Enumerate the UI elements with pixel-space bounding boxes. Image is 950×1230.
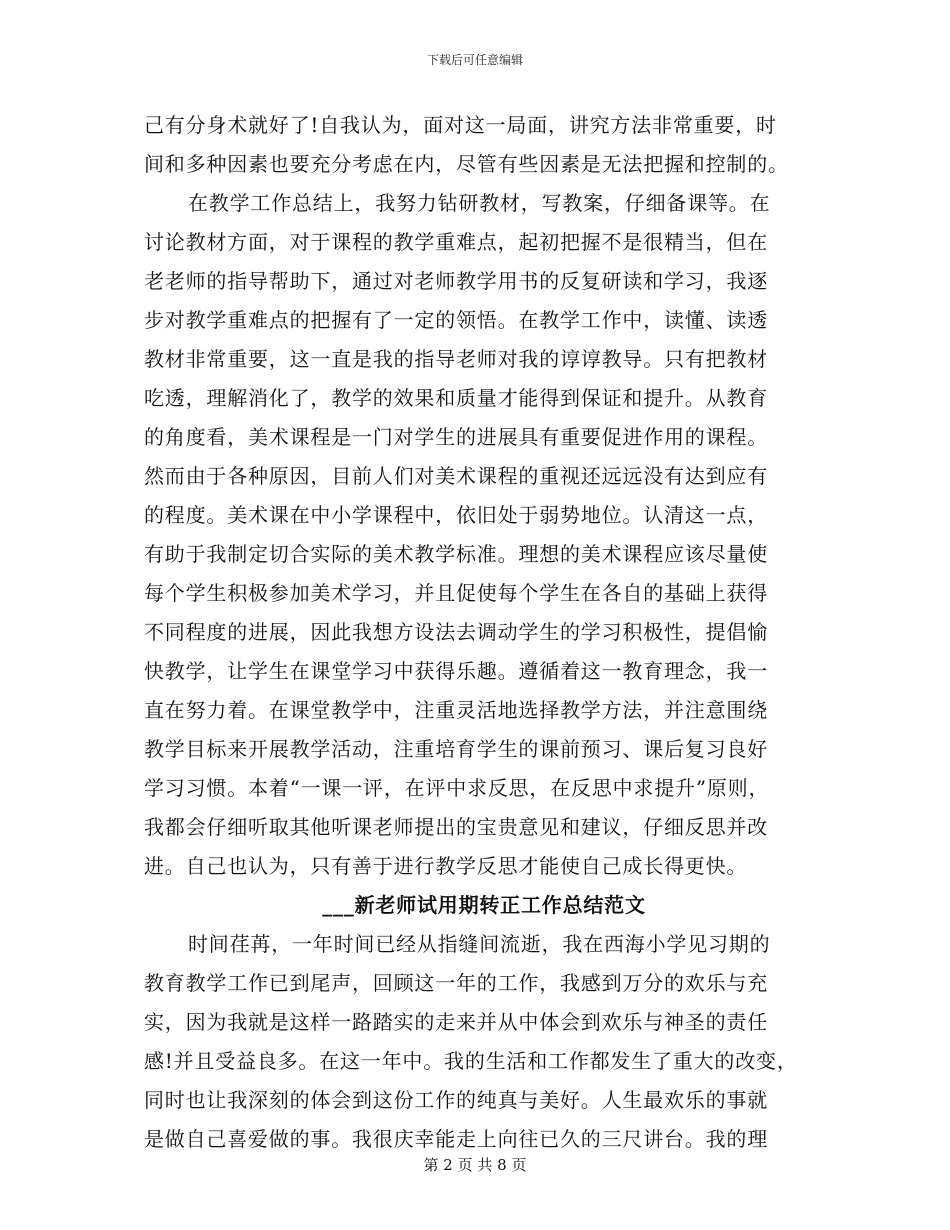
text-line: 不同程度的进展，因此我想方设法去调动学生的学习积极性，提倡愉 [144, 620, 768, 644]
text-line: 教育教学工作已到尾声，回顾这一年的工作，我感到万分的欢乐与充 [144, 971, 768, 995]
text-line: 是做自己喜爱做的事。我很庆幸能走上向往已久的三尺讲台。我的理 [144, 1127, 768, 1151]
text-line: 直在努力着。在课堂教学中，注重灵活地选择教学方法，并注意围绕 [144, 698, 768, 722]
page-number: 第 2 页 共 8 页 [423, 1156, 527, 1174]
text-line: 时间荏苒，一年时间已经从指缝间流逝，我在西海小学见习期的 [188, 932, 771, 956]
text-line: 吃透，理解消化了，教学的效果和质量才能得到保证和提升。从教育 [144, 386, 768, 410]
section-title: ___新老师试用期转正工作总结范文 [322, 893, 646, 917]
document-body [144, 106, 824, 1159]
text-line: 同时也让我深刻的体会到这份工作的纯真与美好。人生最欢乐的事就 [144, 1088, 768, 1112]
text-line: 步对教学重难点的把握有了一定的领悟。在教学工作中，读懂、读透 [144, 308, 768, 332]
text-line: 的角度看，美术课程是一门对学生的进展具有重要促进作用的课程。 [144, 425, 768, 449]
text-line: 进。自己也认为，只有善于进行教学反思才能使自己成长得更快。 [144, 854, 748, 878]
text-line: 我都会仔细听取其他听课老师提出的宝贵意见和建议，仔细反思并改 [144, 815, 768, 839]
text-line: 每个学生积极参加美术学习，并且促使每个学生在各自的基础上获得 [144, 581, 768, 605]
text-line: 在教学工作总结上，我努力钻研教材，写教案，仔细备课等。在 [188, 191, 771, 215]
text-line: 然而由于各种原因，目前人们对美术课程的重视还远远没有达到应有 [144, 464, 768, 488]
text-line: 教学目标来开展教学活动，注重培育学生的课前预习、课后复习良好 [144, 737, 768, 761]
text-line: 快教学，让学生在课堂学习中获得乐趣。遵循着这一教育理念，我一 [144, 659, 768, 683]
paragraph-3 [144, 925, 824, 1159]
text-line: 讨论教材方面，对于课程的教学重难点，起初把握不是很精当，但在 [144, 230, 768, 254]
text-line: 间和多种因素也要充分考虑在内，尽管有些因素是无法把握和控制的。 [144, 152, 789, 176]
text-line: 学习习惯。本着“一课一评，在评中求反思，在反思中求提升”原则， [144, 776, 770, 800]
text-line: 感!并且受益良多。在这一年中。我的生活和工作都发生了重大的改变， [144, 1049, 798, 1073]
paragraph-1 [144, 106, 824, 184]
paragraph-2 [144, 184, 824, 886]
text-line: 己有分身术就好了!自我认为，面对这一局面，讲究方法非常重要，时 [144, 113, 777, 137]
text-line: 教材非常重要，这一直是我的指导老师对我的谆谆教导。只有把教材 [144, 347, 768, 371]
text-line: 有助于我制定切合实际的美术教学标准。理想的美术课程应该尽量使 [144, 542, 768, 566]
text-line: 老老师的指导帮助下，通过对老师教学用书的反复研读和学习，我逐 [144, 269, 768, 293]
text-line: 实，因为我就是这样一路踏实的走来并从中体会到欢乐与神圣的责任 [144, 1010, 768, 1034]
text-line: 的程度。美术课在中小学课程中，依旧处于弱势地位。认清这一点， [144, 503, 768, 527]
page-header: 下载后可任意编辑 [426, 53, 523, 67]
